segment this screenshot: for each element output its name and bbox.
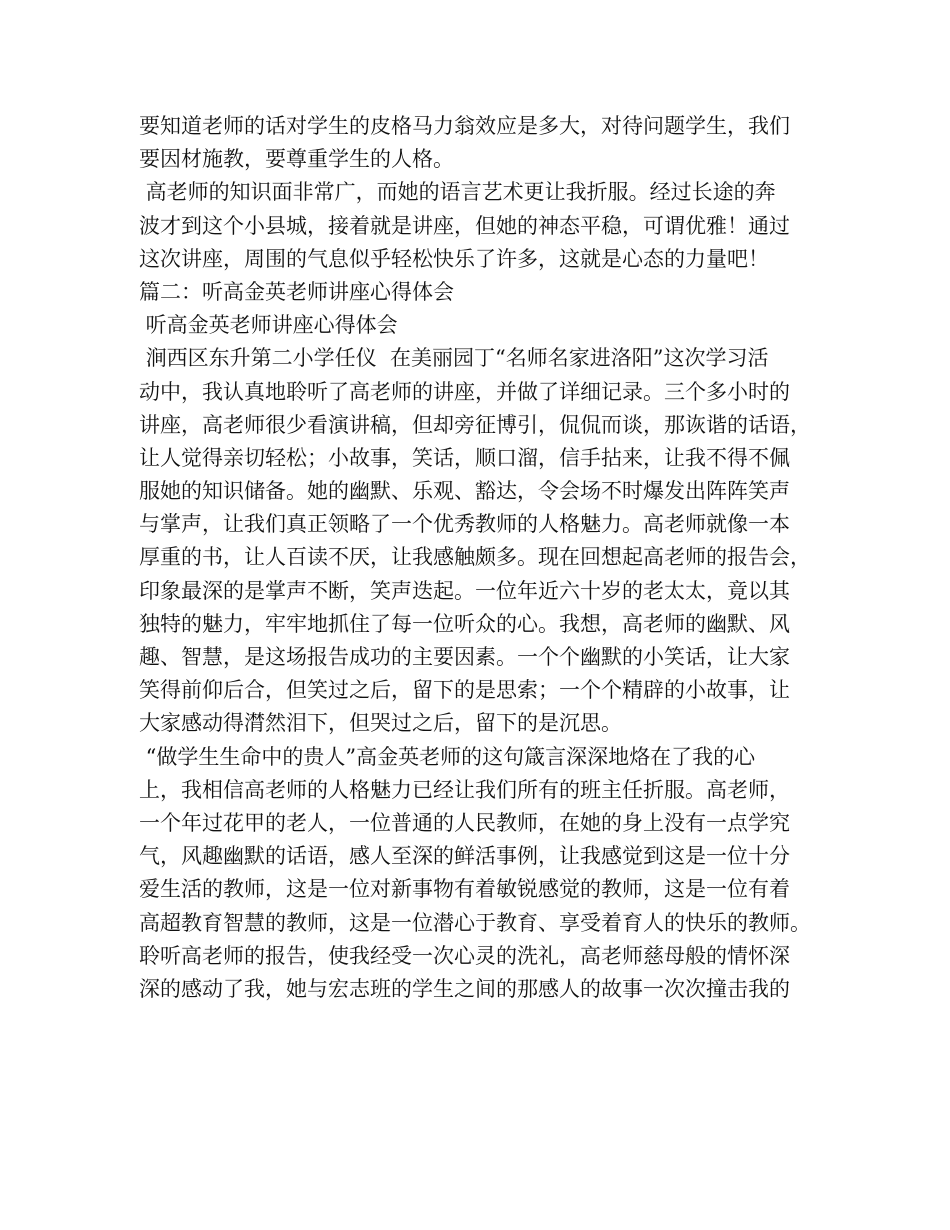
text-line: 涧西区东升第二小学任仪 在美丽园丁“名师名家进洛阳”这次学习活 [139,346,769,371]
text-line: 聆听高老师的报告，使我经受一次心灵的洗礼，高老师慈母般的情怀深 [139,943,790,968]
text-line: 上，我相信高老师的人格魅力已经让我们所有的班主任折服。高老师， [139,777,790,802]
text-line: 要知道老师的话对学生的皮格马力翁效应是多大，对待问题学生，我们 [139,114,790,138]
text-line: 服她的知识储备。她的幽默、乐观、豁达，令会场不时爆发出阵阵笑声 [139,479,790,504]
text-line: 高超教育智慧的教师，这是一位潜心于教育、享受着育人的快乐的教师。 [139,910,811,935]
text-line: 印象最深的是掌声不断，笑声迭起。一位年近六十岁的老太太，竟以其 [139,578,790,603]
text-line: 讲座，高老师很少看演讲稿，但却旁征博引，侃侃而谈，那诙谐的话语， [139,412,811,437]
text-line: 动中，我认真地聆听了高老师的讲座，并做了详细记录。三个多小时的 [139,379,790,404]
text-line: 高老师的知识面非常广，而她的语言艺术更让我折服。经过长途的奔 [139,180,776,205]
text-line: 让人觉得亲切轻松；小故事，笑话，顺口溜，信手拈来，让我不得不佩 [139,445,790,470]
text-line: 大家感动得潸然泪下，但哭过之后，留下的是沉思。 [139,711,622,736]
text-line: 一个年过花甲的老人，一位普通的人民教师，在她的身上没有一点学究 [139,810,790,835]
text-line: 与掌声，让我们真正领略了一个优秀教师的人格魅力。高老师就像一本 [139,512,790,537]
text-line: 深的感动了我，她与宏志班的学生之间的那感人的故事一次次撞击我的 [139,976,790,1001]
text-line: 厚重的书，让人百读不厌，让我感触颇多。现在回想起高老师的报告会， [139,545,811,570]
text-line: “做学生生命中的贵人”高金英老师的这句箴言深深地烙在了我的心 [139,744,756,769]
article-title: 听高金英老师讲座心得体会 [139,313,398,338]
section-heading: 篇二：听高金英老师讲座心得体会 [139,279,454,304]
text-line: 波才到这个小县城，接着就是讲座，但她的神态平稳，可谓优雅！通过 [139,213,790,238]
text-line: 笑得前仰后合，但笑过之后，留下的是思索；一个个精辟的小故事，让 [139,678,790,703]
document-body [139,110,829,1006]
text-line: 气，风趣幽默的话语，感人至深的鲜活事例，让我感觉到这是一位十分 [139,844,790,869]
text-line: 要因材施教，要尊重学生的人格。 [139,147,454,172]
text-line: 爱生活的教师，这是一位对新事物有着敏锐感觉的教师，这是一位有着 [139,877,790,902]
text-line: 这次讲座，周围的气息似乎轻松快乐了许多，这就是心态的力量吧！ [139,246,769,271]
text-line: 趣、智慧，是这场报告成功的主要因素。一个个幽默的小笑话，让大家 [139,645,790,669]
text-line: 独特的魅力，牢牢地抓住了每一位听众的心。我想，高老师的幽默、风 [139,611,790,636]
